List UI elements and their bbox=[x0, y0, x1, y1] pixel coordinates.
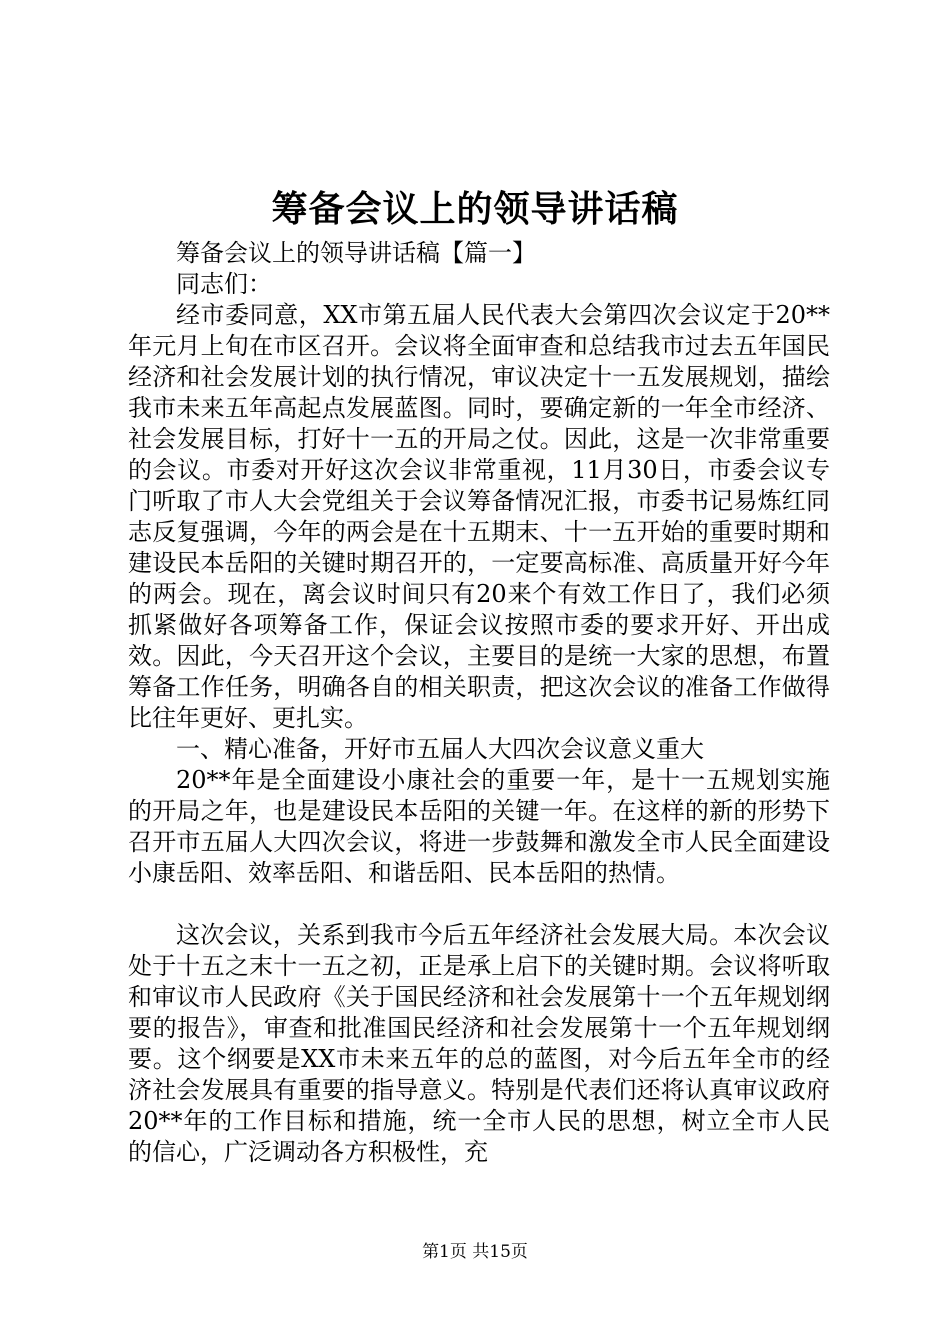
paragraph: 20**年是全面建设小康社会的重要一年，是十一五规划实施的开局之年，也是建设民本岳阳的关键一年。在这样的新的形势下召开市五届人大四次会议，将进一步鼓舞和激发全市人民全面建设小康岳阳、效率岳阳、和谐岳阳、民本岳阳的热情。 bbox=[128, 766, 830, 887]
salutation: 同志们： bbox=[176, 270, 272, 298]
document-body bbox=[128, 238, 830, 1168]
section-heading: 筹备会议上的领导讲话稿【篇一】 bbox=[176, 239, 536, 267]
page-number: 第1页 共15页 bbox=[422, 1242, 528, 1262]
paragraph: 这次会议，关系到我市今后五年经济社会发展大局。本次会议处于十五之末十一五之初，正是承上启下的关键时期。会议将听取和审议市人民政府《关于国民经济和社会发展第十一个五年规划纲要的报告》，审查和批准国民经济和社会发展第十一个五年规划纲要。这个纲要是XX市未来五年的总的蓝图，对今后五年全市的经济社会发展具有重要的指导意义。特别是代表们还将认真审议政府20**年的工作目标和措施，统一全市人民的思想，树立全市人民的信心，广泛调动各方积极性，充 bbox=[128, 921, 830, 1166]
document-title: 筹备会议上的领导讲话稿 bbox=[271, 188, 679, 230]
paragraph: 经市委同意，XX市第五届人民代表大会第四次会议定于20**年元月上旬在市区召开。会议将全面审查和总结我市过去五年国民经济和社会发展计划的执行情况，审议决定十一五发展规划，描绘我市未来五年高起点发展蓝图。同时，要确定新的一年全市经济、社会发展目标，打好十一五的开局之仗。因此，这是一次非常重要的会议。市委对开好这次会议非常重视，11月30日，市委会议专门听取了市人大会党组关于会议筹备情况汇报，市委书记易炼红同志反复强调，今年的两会是在十五期末、十一五开始的重要时期和建设民本岳阳的关键时期召开的，一定要高标准、高质量开好今年的两会。现在，离会议时间只有20来个有效工作日了，我们必须抓紧做好各项筹备工作，保证会议按照市委的要求开好、开出成效。因此，今天召开这个会议，主要目的是统一大家的思想，布置筹备工作任务，明确各自的相关职责，把这次会议的准备工作做得比往年更好、更扎实。 bbox=[128, 301, 830, 732]
subheading: 一、精心准备，开好市五届人大四次会议意义重大 bbox=[176, 735, 704, 763]
